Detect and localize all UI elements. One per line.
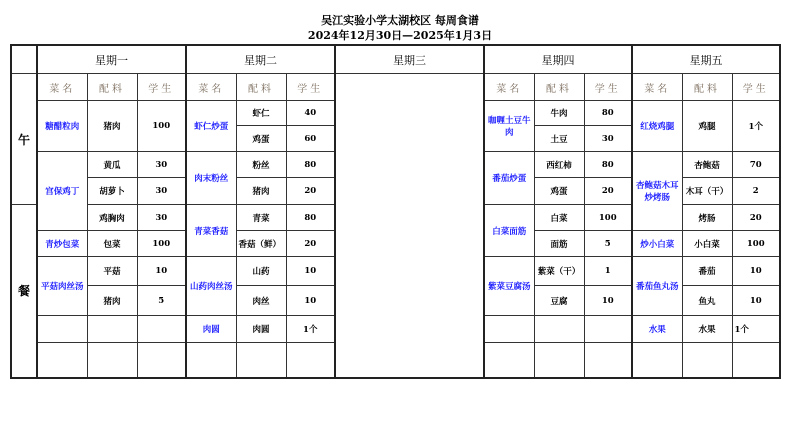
ingredient: 西红柿	[534, 152, 584, 178]
empty-cell	[37, 343, 87, 378]
col-student: 学生	[584, 74, 632, 101]
ingredient: 香菇（鲜）	[236, 231, 286, 257]
dish-name: 咖喱土豆牛肉	[484, 101, 534, 152]
amount: 30	[584, 126, 632, 152]
amount: 10	[732, 257, 780, 286]
amount: 70	[732, 152, 780, 178]
ingredient: 猪肉	[87, 286, 137, 316]
ingredient: 小白菜	[682, 231, 732, 257]
amount: 40	[286, 101, 335, 126]
col-student: 学生	[286, 74, 335, 101]
ingredient: 虾仁	[236, 101, 286, 126]
ingredient: 黄瓜	[87, 152, 137, 178]
amount: 30	[137, 152, 186, 178]
col-dish: 菜名	[186, 74, 236, 101]
ingredient: 肉圆	[236, 316, 286, 343]
ingredient: 鸡腿	[682, 101, 732, 152]
empty-cell	[137, 343, 186, 378]
ingredient: 鸡蛋	[236, 126, 286, 152]
amount: 80	[286, 205, 335, 231]
ingredient: 杏鲍菇	[682, 152, 732, 178]
empty-cell	[732, 343, 780, 378]
empty-cell	[534, 343, 584, 378]
empty-cell	[682, 343, 732, 378]
ingredient: 牛肉	[534, 101, 584, 126]
ingredient: 粉丝	[236, 152, 286, 178]
amount: 20	[286, 231, 335, 257]
amount: 2	[732, 178, 780, 205]
amount: 20	[584, 178, 632, 205]
meal-label-bottom: 餐	[11, 205, 37, 378]
amount: 30	[137, 178, 186, 205]
col-ingredient: 配料	[534, 74, 584, 101]
dish-name: 番茄鱼丸汤	[632, 257, 682, 316]
dish-name: 杏鲍菇木耳炒烤肠	[632, 152, 682, 231]
ingredient: 山药	[236, 257, 286, 286]
col-dish: 菜名	[632, 74, 682, 101]
dish-name: 炒小白菜	[632, 231, 682, 257]
col-ingredient: 配料	[682, 74, 732, 101]
dish-name: 青菜香菇	[186, 205, 236, 257]
dish-name: 白菜面筋	[484, 205, 534, 257]
col-dish: 菜名	[37, 74, 87, 101]
col-student: 学生	[137, 74, 186, 101]
amount: 80	[584, 101, 632, 126]
weekly-menu-table	[10, 44, 781, 379]
ingredient: 紫菜（干）	[534, 257, 584, 286]
day-header-tue: 星期二	[186, 45, 335, 74]
amount: 10	[137, 257, 186, 286]
dish-name: 水果	[632, 316, 682, 343]
amount: 100	[137, 231, 186, 257]
col-ingredient: 配料	[87, 74, 137, 101]
dish-name: 糖醋粒肉	[37, 101, 87, 152]
dish-name: 肉圆	[186, 316, 236, 343]
ingredient: 平菇	[87, 257, 137, 286]
day-header-mon: 星期一	[37, 45, 186, 74]
amount: 10	[286, 257, 335, 286]
empty-cell	[584, 316, 632, 343]
ingredient: 包菜	[87, 231, 137, 257]
ingredient: 青菜	[236, 205, 286, 231]
ingredient: 面筋	[534, 231, 584, 257]
amount: 1	[584, 257, 632, 286]
empty-cell	[37, 316, 87, 343]
empty-cell	[137, 316, 186, 343]
ingredient: 鸡胸肉	[87, 205, 137, 231]
empty-cell	[186, 343, 236, 378]
ingredient: 鸡蛋	[534, 178, 584, 205]
day-header-thu: 星期四	[484, 45, 632, 74]
dish-name: 紫菜豆腐汤	[484, 257, 534, 316]
day-header-fri: 星期五	[632, 45, 780, 74]
wed-empty	[335, 74, 484, 378]
amount: 30	[137, 205, 186, 231]
dish-name: 山药肉丝汤	[186, 257, 236, 316]
empty-cell	[87, 343, 137, 378]
corner-cell	[11, 45, 37, 74]
dish-name: 红烧鸡腿	[632, 101, 682, 152]
empty-cell	[484, 316, 534, 343]
amount: 5	[137, 286, 186, 316]
ingredient: 肉丝	[236, 286, 286, 316]
ingredient: 豆腐	[534, 286, 584, 316]
amount: 1个	[732, 316, 780, 343]
dish-name: 肉末粉丝	[186, 152, 236, 205]
meal-label-top: 午	[11, 74, 37, 205]
ingredient: 番茄	[682, 257, 732, 286]
col-dish: 菜名	[484, 74, 534, 101]
amount: 100	[732, 231, 780, 257]
amount: 100	[137, 101, 186, 152]
amount: 60	[286, 126, 335, 152]
amount: 10	[584, 286, 632, 316]
col-ingredient: 配料	[236, 74, 286, 101]
ingredient: 猪肉	[236, 178, 286, 205]
page-title: 吴江实验小学太湖校区 每周食谱	[321, 14, 479, 27]
amount: 5	[584, 231, 632, 257]
empty-cell	[236, 343, 286, 378]
empty-cell	[584, 343, 632, 378]
col-student: 学生	[732, 74, 780, 101]
dish-name: 青炒包菜	[37, 231, 87, 257]
dish-name: 虾仁炒蛋	[186, 101, 236, 152]
empty-cell	[632, 343, 682, 378]
ingredient: 猪肉	[87, 101, 137, 152]
dish-name: 平菇肉丝汤	[37, 257, 87, 316]
amount: 100	[584, 205, 632, 231]
amount: 20	[286, 178, 335, 205]
amount: 1个	[732, 101, 780, 152]
ingredient: 土豆	[534, 126, 584, 152]
dish-name: 番茄炒蛋	[484, 152, 534, 205]
ingredient: 白菜	[534, 205, 584, 231]
amount: 1个	[286, 316, 335, 343]
amount: 20	[732, 205, 780, 231]
empty-cell	[534, 316, 584, 343]
ingredient: 木耳（干）	[682, 178, 732, 205]
dish-name: 宫保鸡丁	[37, 152, 87, 231]
empty-cell	[484, 343, 534, 378]
amount: 10	[286, 286, 335, 316]
date-range: 2024年12月30日—2025年1月3日	[307, 29, 493, 42]
ingredient: 烤肠	[682, 205, 732, 231]
amount: 10	[732, 286, 780, 316]
empty-cell	[87, 316, 137, 343]
empty-cell	[286, 343, 335, 378]
ingredient: 鱼丸	[682, 286, 732, 316]
ingredient: 水果	[682, 316, 732, 343]
amount: 80	[286, 152, 335, 178]
day-header-wed: 星期三	[335, 45, 484, 74]
ingredient: 胡萝卜	[87, 178, 137, 205]
amount: 80	[584, 152, 632, 178]
